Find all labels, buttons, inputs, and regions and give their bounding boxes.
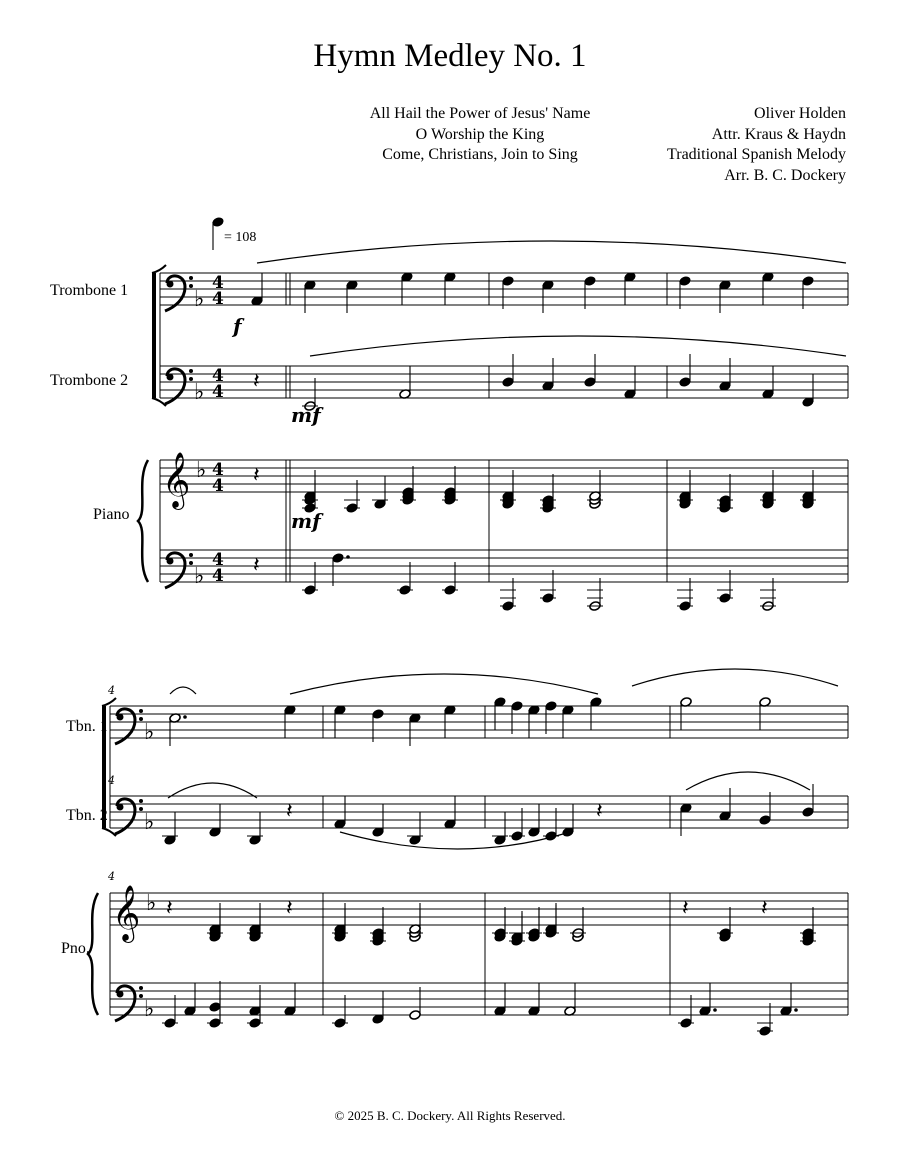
augmentation-dot [183, 715, 187, 719]
note [409, 713, 421, 746]
note [334, 796, 346, 829]
bass-clef-dot [189, 553, 193, 557]
note [332, 553, 350, 586]
notehead [584, 276, 596, 287]
hymn-title: O Worship the King [415, 125, 545, 143]
flat-accidental: ♭ [194, 287, 205, 312]
quarter-rest: 𝄽 [253, 369, 260, 394]
note [442, 562, 458, 595]
part-label-tbn-1: Tbn. 1 [66, 718, 108, 735]
staff-tbn-1 [110, 706, 848, 738]
note [492, 812, 508, 845]
chord-note [800, 928, 816, 939]
measure-number: 4 [108, 684, 115, 697]
note-pickup [251, 273, 263, 306]
note [678, 995, 694, 1028]
measure-number: 4 [108, 774, 115, 787]
quarter-rest: 𝄽 [286, 896, 293, 921]
note [719, 280, 731, 313]
note [545, 701, 557, 734]
chord-note [526, 928, 542, 939]
bracket-hook [152, 398, 166, 406]
bass-clef-dot [139, 986, 143, 990]
augmentation-dot [346, 555, 350, 559]
note [346, 280, 358, 313]
note [528, 804, 540, 837]
bass-clef-dot [139, 799, 143, 803]
bass-clef-dot [189, 561, 193, 565]
hymn-title: All Hail the Power of Jesus' Name [369, 105, 591, 122]
note [759, 792, 771, 825]
note [494, 983, 506, 1016]
note [502, 276, 514, 309]
note [444, 705, 456, 738]
notehead [679, 276, 691, 287]
tempo-value: = 108 [224, 230, 257, 245]
notehead [372, 709, 384, 720]
bass-clef-dot [167, 558, 174, 565]
note [209, 804, 221, 837]
note [397, 562, 413, 595]
staff-pno-treble [110, 893, 848, 925]
phrase-slur [257, 241, 846, 263]
note [511, 701, 523, 734]
part-label-tbn-2: Tbn. 2 [66, 807, 108, 824]
bass-clef-dot [117, 714, 124, 721]
hymn-title: Come, Christians, Join to Sing [382, 146, 578, 163]
staff-tbn-2 [110, 796, 848, 828]
notehead [409, 1010, 421, 1021]
chord-note [207, 995, 223, 1028]
quarter-rest: 𝄽 [253, 553, 260, 578]
treble-clef [112, 885, 140, 943]
piece-title: Hymn Medley No. 1 [313, 38, 587, 74]
notehead [332, 553, 344, 564]
staff-piano-treble [160, 460, 848, 492]
time-signature-numerator: 4 [212, 460, 224, 480]
treble-clef-glyph: 𝄞 [162, 452, 191, 508]
phrase-slur [686, 772, 810, 790]
staff-trombone-1 [160, 273, 848, 305]
note [162, 812, 178, 845]
tie [170, 687, 196, 694]
bracket-hook [102, 828, 116, 836]
note [542, 280, 554, 313]
note [399, 366, 411, 399]
note [372, 991, 384, 1024]
bracket-hook [102, 698, 116, 706]
flat-accidental: ♭ [194, 380, 205, 405]
augmentation-dot [794, 1008, 798, 1012]
note [802, 276, 814, 309]
note [344, 480, 360, 513]
notehead [511, 701, 523, 712]
flat-accidental: ♭ [144, 720, 155, 745]
notehead [502, 276, 514, 287]
note [540, 570, 556, 603]
quarter-rest: 𝄽 [166, 896, 173, 921]
augmentation-dot [713, 1008, 717, 1012]
flat-accidental: ♭ [146, 891, 157, 916]
note [332, 995, 348, 1028]
bass-clef-dot [189, 276, 193, 280]
notehead [802, 807, 814, 818]
bass-clef-dot [167, 281, 174, 288]
treble-clef [162, 452, 190, 510]
note [500, 578, 516, 611]
notehead [212, 217, 224, 228]
note [401, 272, 413, 305]
note [584, 276, 596, 309]
copyright-footer: © 2025 B. C. Dockery. All Rights Reserved. [334, 1108, 566, 1123]
note [528, 705, 540, 738]
note [247, 812, 263, 845]
part-label-pno: Pno. [61, 940, 90, 957]
staff-piano-bass [160, 550, 848, 582]
note [334, 705, 346, 738]
note [564, 983, 576, 1016]
note [680, 697, 692, 730]
note [494, 697, 506, 730]
flat-accidental: ♭ [196, 458, 207, 483]
notehead [502, 377, 514, 388]
note [304, 280, 316, 313]
note [444, 272, 456, 305]
note [762, 366, 774, 399]
bass-clef-dot [139, 994, 143, 998]
note [409, 987, 421, 1020]
quarter-rest: 𝄽 [596, 799, 603, 824]
note [502, 354, 514, 387]
quarter-rest: 𝄽 [761, 896, 768, 921]
chord-note [540, 495, 556, 506]
measure-number: 4 [108, 870, 115, 883]
phrase-slur [310, 336, 846, 356]
note [562, 705, 574, 738]
note [757, 1003, 773, 1036]
quarter-rest: 𝄽 [286, 799, 293, 824]
note [679, 276, 691, 309]
notehead [759, 815, 771, 826]
note [717, 570, 733, 603]
chord-note [370, 928, 386, 939]
part-label-trombone-2: Trombone 2 [50, 372, 129, 389]
part-label-trombone-1: Trombone 1 [50, 282, 129, 299]
note [677, 578, 693, 611]
bass-clef-dot [167, 374, 174, 381]
note [372, 476, 388, 509]
dynamic-forte: f [233, 314, 242, 338]
credit-line: Attr. Kraus & Haydn [711, 125, 846, 143]
bass-clef-dot [117, 991, 124, 998]
phrase-slur [632, 669, 838, 686]
credit-line: Arr. B. C. Dockery [724, 166, 846, 184]
credit-line: Oliver Holden [754, 105, 846, 122]
note [590, 697, 602, 730]
note [302, 562, 318, 595]
note [679, 354, 691, 387]
bass-clef-dot [139, 709, 143, 713]
notehead [679, 377, 691, 388]
note [372, 804, 384, 837]
notehead [209, 1002, 221, 1013]
bass-clef-dot [139, 717, 143, 721]
flat-accidental: ♭ [194, 564, 205, 589]
note [624, 366, 636, 399]
bass-clef-dot [139, 807, 143, 811]
part-label-piano: Piano [93, 506, 130, 523]
time-signature-numerator: 4 [212, 273, 224, 293]
staff-pno-bass [110, 983, 848, 1015]
flat-accidental: ♭ [144, 997, 155, 1022]
time-signature-numerator: 4 [212, 550, 224, 570]
chord-note [209, 1002, 221, 1013]
dynamic-mezzo-forte: mf [291, 403, 321, 427]
bass-clef-dot [189, 369, 193, 373]
flat-accidental: ♭ [144, 810, 155, 835]
time-signature-numerator: 4 [212, 366, 224, 386]
time-signature-denominator: 4 [212, 289, 224, 309]
tempo-note-glyph [212, 217, 224, 250]
notehead [545, 701, 557, 712]
note [762, 272, 774, 305]
chord-note [717, 928, 733, 939]
credit-line: Traditional Spanish Melody [667, 146, 846, 163]
phrase-slur [290, 674, 598, 694]
piano-brace [88, 893, 98, 1015]
piano-brace [138, 460, 148, 582]
note [169, 713, 187, 746]
quarter-rest: 𝄽 [682, 896, 689, 921]
note [699, 983, 717, 1016]
note [372, 709, 384, 742]
note [780, 983, 798, 1016]
note [184, 983, 196, 1016]
treble-clef-glyph: 𝄞 [112, 885, 141, 941]
note [162, 995, 178, 1028]
note [584, 354, 596, 387]
note [719, 358, 731, 391]
note [802, 374, 814, 407]
note [759, 697, 771, 730]
note [719, 788, 731, 821]
note [624, 272, 636, 305]
bass-clef-dot [189, 377, 193, 381]
note [587, 578, 603, 611]
note [528, 983, 540, 1016]
quarter-rest: 𝄽 [253, 463, 260, 488]
notehead [802, 276, 814, 287]
note [444, 796, 456, 829]
bass-clef-dot [117, 804, 124, 811]
note [542, 358, 554, 391]
note [760, 578, 776, 611]
note [407, 812, 423, 845]
chord-note [492, 928, 508, 939]
notehead [584, 377, 596, 388]
note [509, 808, 525, 841]
time-signature-denominator: 4 [212, 382, 224, 402]
time-signature-denominator: 4 [212, 566, 224, 586]
note [680, 803, 692, 836]
bass-clef-dot [189, 284, 193, 288]
note [284, 705, 296, 738]
time-signature-denominator: 4 [212, 476, 224, 496]
note [284, 983, 296, 1016]
chord-note [717, 495, 733, 506]
bracket-hook [152, 265, 166, 273]
dynamic-mezzo-forte: mf [291, 509, 321, 533]
